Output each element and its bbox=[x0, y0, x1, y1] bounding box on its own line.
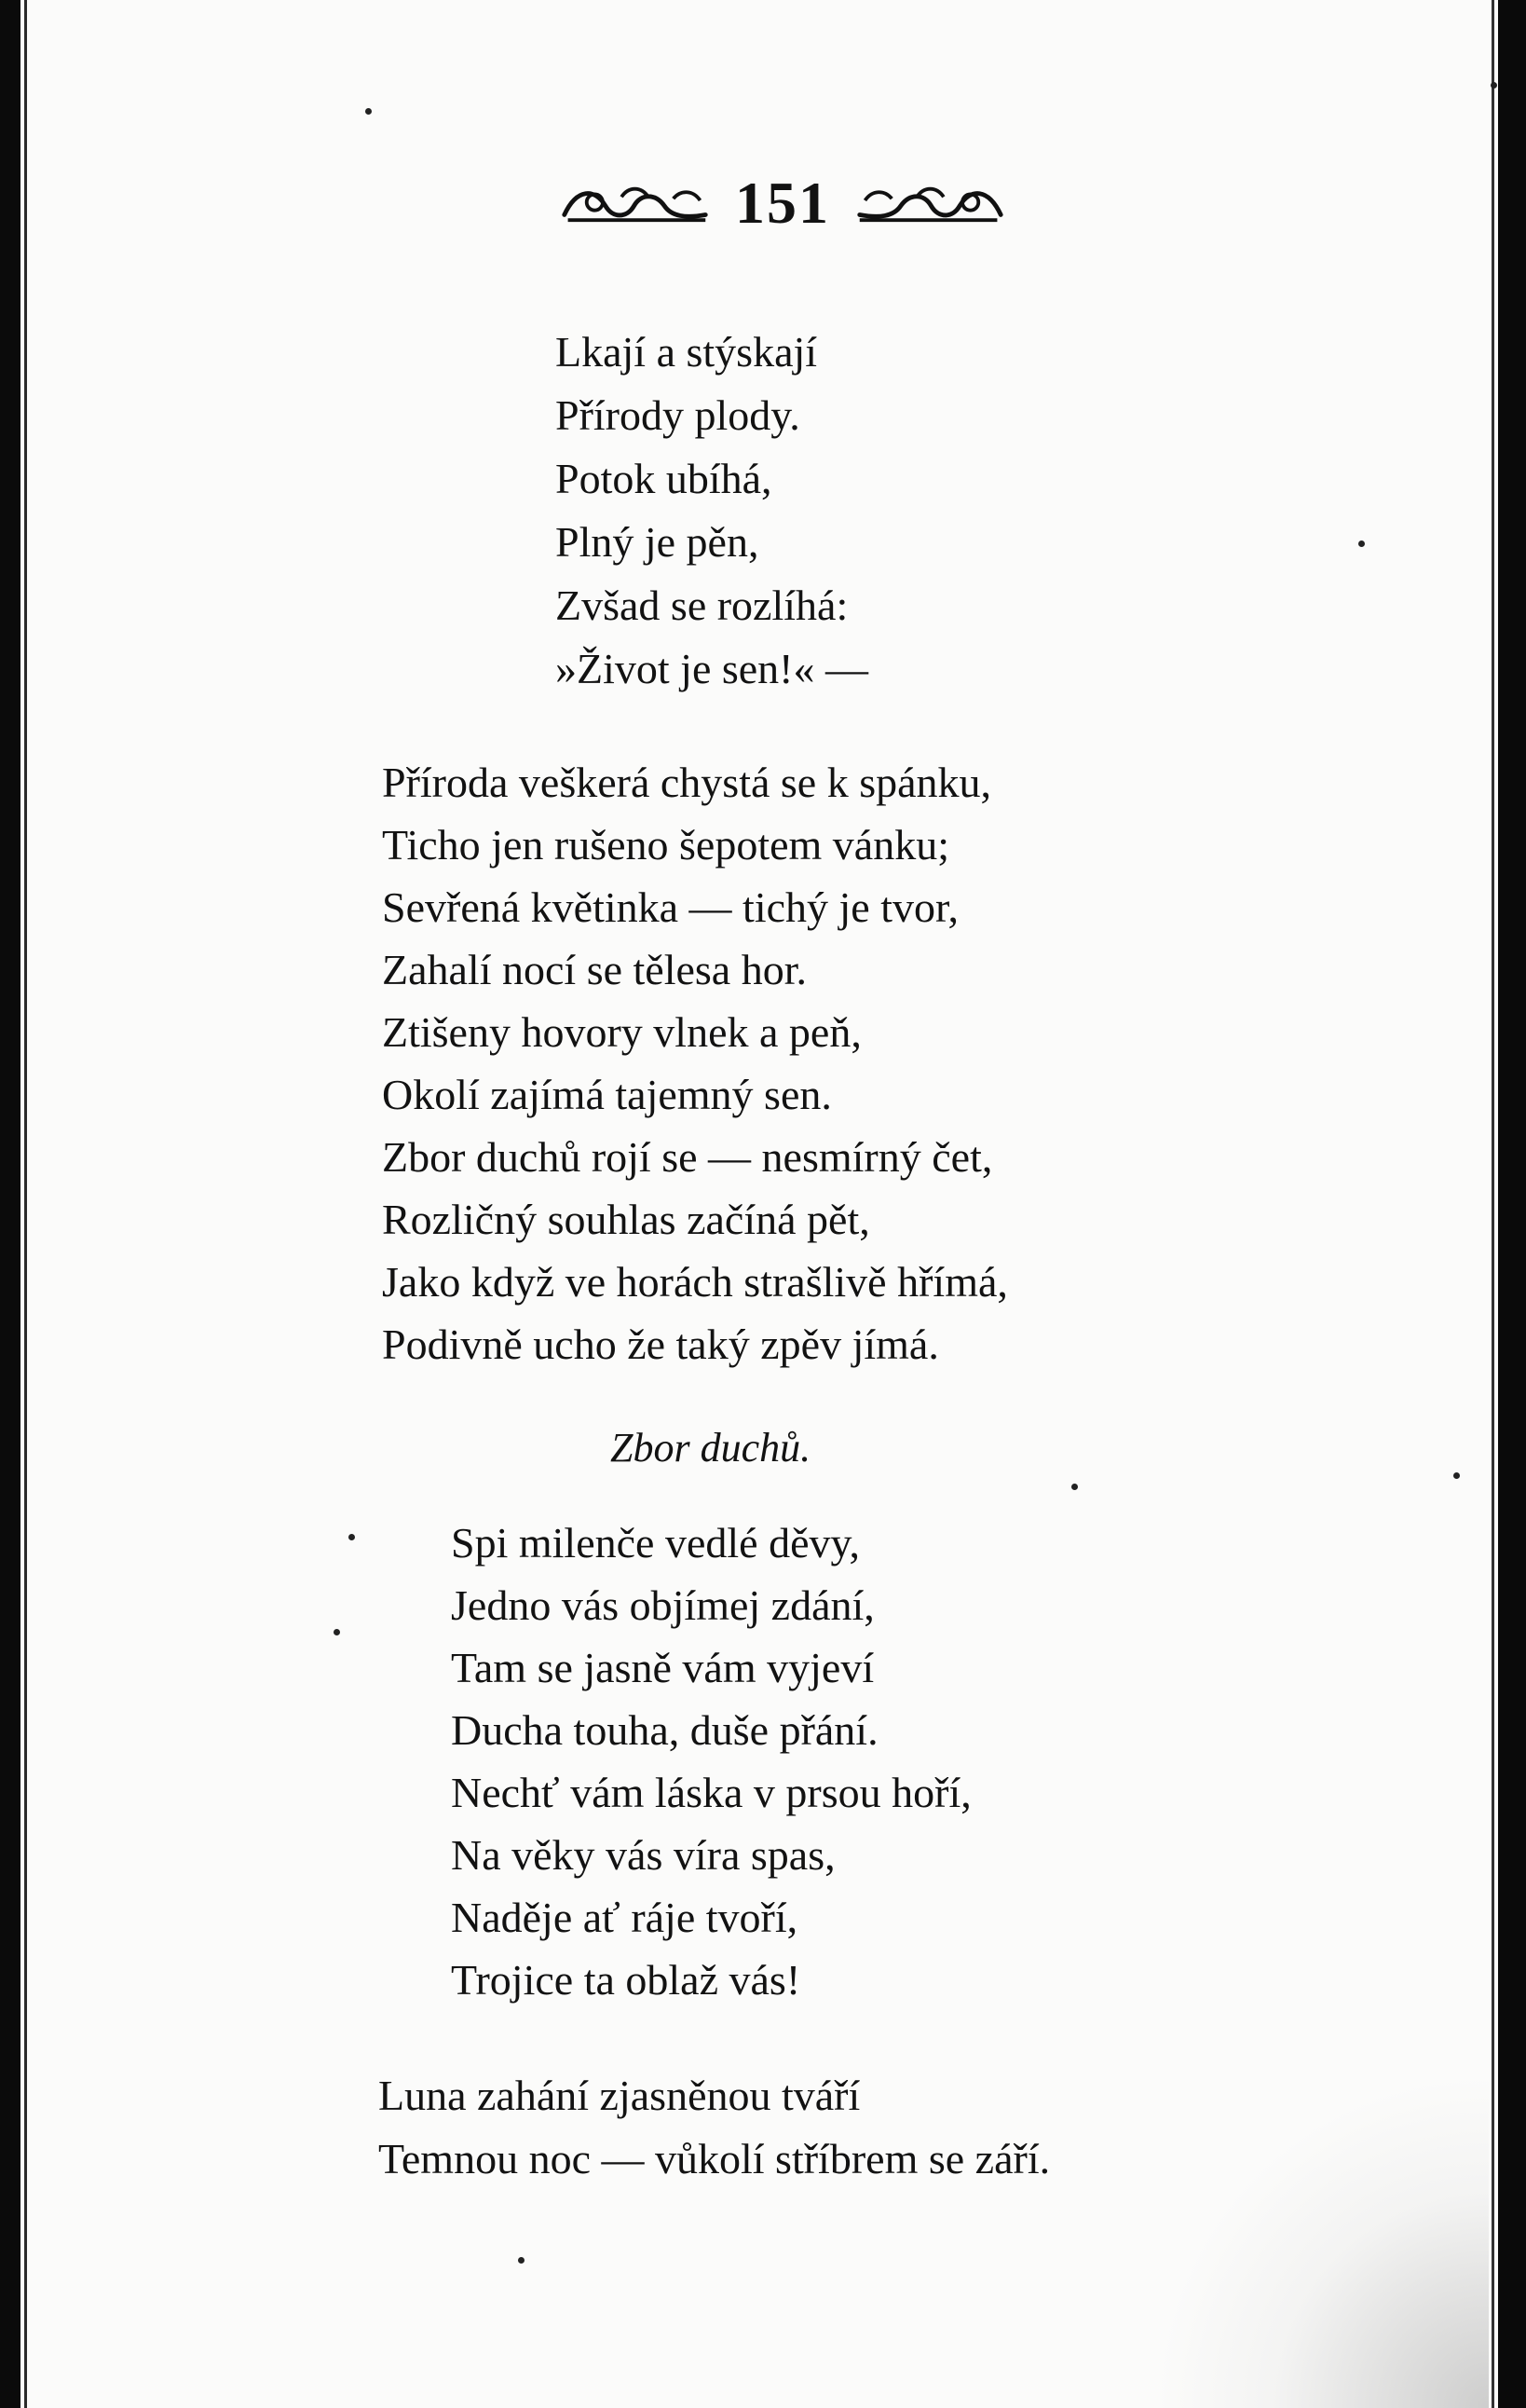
stanza-1 bbox=[555, 321, 868, 701]
verse-line: Luna zahání zjasněnou tváří bbox=[378, 2072, 861, 2119]
page-number: 151 bbox=[735, 170, 830, 236]
verse-line: Ticho jen rušeno šepotem vánku; bbox=[382, 821, 950, 869]
ink-speck bbox=[1491, 82, 1497, 89]
left-ornament-icon bbox=[559, 178, 711, 228]
stanza-3 bbox=[451, 1512, 972, 2011]
verse-line: Sevřená květinka — tichý je tvor, bbox=[382, 883, 959, 931]
ink-speck bbox=[348, 1534, 355, 1540]
verse-line: Zahalí nocí se tělesa hor. bbox=[382, 946, 808, 993]
section-heading: Zbor duchů. bbox=[610, 1425, 811, 1471]
page-left-edge bbox=[0, 0, 20, 2408]
verse-line: Potok ubíhá, bbox=[555, 455, 772, 502]
stanza-2 bbox=[382, 751, 1008, 1375]
ink-speck bbox=[1071, 1484, 1078, 1490]
verse-line: Přírody plody. bbox=[555, 391, 800, 439]
ink-speck bbox=[1358, 540, 1365, 547]
verse-line: Plný je pěn, bbox=[555, 518, 759, 566]
verse-line: Lkají a stýskají bbox=[555, 328, 818, 376]
verse-line: Podivně ucho že taký zpěv jímá. bbox=[382, 1320, 939, 1368]
verse-line: Nechť vám láska v prsou hoří, bbox=[451, 1769, 972, 1816]
ink-speck bbox=[518, 2257, 525, 2264]
ink-speck bbox=[365, 108, 372, 115]
verse-line: Jedno vás objímej zdání, bbox=[451, 1581, 875, 1629]
page-right-edge-line bbox=[1492, 0, 1494, 2408]
verse-line: Na věky vás víra spas, bbox=[451, 1831, 836, 1879]
verse-line: Ducha touha, duše přání. bbox=[451, 1706, 879, 1754]
verse-line: Příroda veškerá chystá se k spánku, bbox=[382, 759, 992, 806]
page-right-edge bbox=[1498, 0, 1526, 2408]
verse-line: Temnou noc — vůkolí stříbrem se září. bbox=[378, 2135, 1051, 2182]
verse-line: »Život je sen!« — bbox=[555, 645, 868, 692]
verse-line: Spi milenče vedlé děvy, bbox=[451, 1519, 860, 1567]
verse-line: Jako když ve horách strašlivě hřímá, bbox=[382, 1258, 1008, 1306]
verse-line: Trojice ta oblaž vás! bbox=[451, 1956, 801, 2004]
verse-line: Tam se jasně vám vyjeví bbox=[451, 1644, 875, 1691]
verse-line: Naděje ať ráje tvoří, bbox=[451, 1894, 798, 1941]
ink-speck bbox=[1453, 1472, 1460, 1479]
verse-line: Ztišeny hovory vlnek a peň, bbox=[382, 1008, 862, 1056]
verse-line: Zbor duchů rojí se — nesmírný čet, bbox=[382, 1133, 993, 1181]
stanza-4 bbox=[378, 2064, 1050, 2191]
verse-line: Zvšad se rozlíhá: bbox=[555, 581, 849, 629]
ink-speck bbox=[334, 1629, 340, 1635]
page-left-edge-line bbox=[24, 0, 27, 2408]
verse-line: Okolí zajímá tajemný sen. bbox=[382, 1071, 832, 1118]
verse-line: Rozličný souhlas začíná pět, bbox=[382, 1196, 870, 1243]
page-header bbox=[559, 166, 1006, 240]
right-ornament-icon bbox=[854, 178, 1006, 228]
page-stain bbox=[1153, 2073, 1489, 2408]
